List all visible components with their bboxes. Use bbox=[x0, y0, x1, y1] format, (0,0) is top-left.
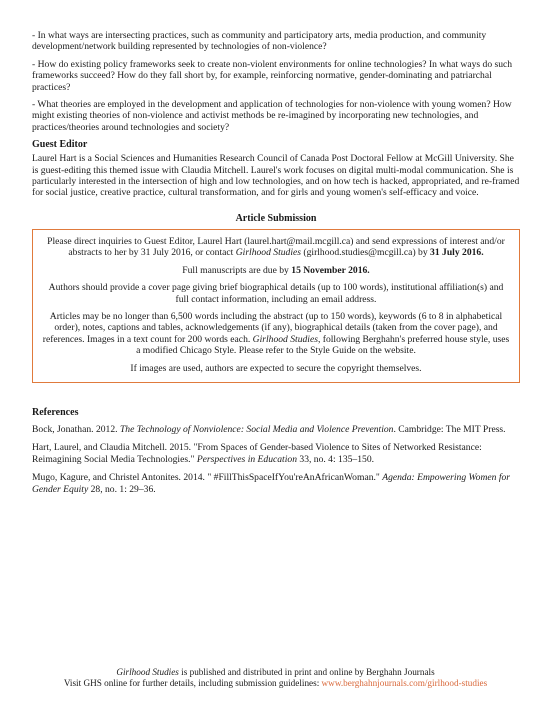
question-3: - What theories are employed in the development and application of technologies for non-violence with young women? How might existing theories of non-violence and activist methods be re-imagined by incorporating new technologies, and practices/theories around technologies and society? bbox=[32, 99, 512, 133]
footer bbox=[0, 667, 551, 689]
reference-item: Bock, Jonathan. 2012. The Technology of Nonviolence: Social Media and Violence Prevention. Cambridge: The MIT Press. bbox=[32, 423, 506, 435]
question-2: - How do existing policy frameworks seek to create non-violent environments for online technologies? In what ways do such frameworks succeed? How do they fall short by, for example, reinforcing normative, gender-dominating and patriarchal practices? bbox=[32, 58, 513, 93]
journal-email-link[interactable]: girlhood.studies@mcgill.ca bbox=[306, 247, 413, 259]
length-instructions: Articles may be no longer than 6,500 words including the abstract (up to 150 words), keywords (6 to 8 in alphabetical order), notes, captions and tables, acknowledgements (if any), biographical details (taken from the cover page), and references. Images in a text count for 200 words each. Girlhood Studies, following Berghahn's preferred house style, uses a modified Chicago Style. Please refer to the Style Guide on the website. bbox=[42, 310, 510, 357]
guest-editor-email-link[interactable]: laurel.hart@mail.mcgill.ca bbox=[247, 235, 351, 247]
footer-visit-line: Visit GHS online for further details, including submission guidelines: www.berghahnjournals.com/girlhood-studies bbox=[63, 678, 488, 688]
guest-editor-bio: Laurel Hart is a Social Sciences and Humanities Research Council of Canada Post Doctoral Fellow at McGill University. She is guest-editing this themed issue with Claudia Mitchell. Laurel's work focuses on digital multi-modal communication. She is particularly interested in the intersection of high and low technologies, and on how tech is hacked, appropriated, and re-framed for social justice, creative practice, cultural transformation, and for girls and young women's self-efficacy and voice. bbox=[32, 153, 520, 199]
cover-page-instructions: Authors should provide a cover page giving brief biographical details (up to 100 words), institutional affiliation(s) and full contact information, including an email address. bbox=[48, 282, 504, 305]
submission-box bbox=[32, 229, 520, 383]
manuscript-deadline: Full manuscripts are due by 15 November 2016. bbox=[182, 264, 370, 276]
copyright-note: If images are used, authors are expected to secure the copyright themselves. bbox=[130, 362, 422, 374]
references-heading: References bbox=[32, 406, 79, 418]
guest-editor-heading: Guest Editor bbox=[32, 139, 88, 151]
journal-website-link[interactable]: www.berghahnjournals.com/girlhood-studies bbox=[321, 678, 488, 688]
reference-item: Hart, Laurel, and Claudia Mitchell. 2015. "From Spaces of Gender-based Violence to Sites of Networked Resistance: Reimagining Social Media Technologies." Perspectives in Education 33, no. 4: 135–150. bbox=[32, 442, 482, 465]
submission-inquiries: Please direct inquiries to Guest Editor, Laurel Hart (laurel.hart@mail.mcgill.ca) and send expressions of interest and/or abstracts to her by 31 July 2016, or contact Girlhood Studies (girlhood.studies@mcgill.ca) by 31 July 2016. bbox=[47, 235, 505, 259]
reference-item: Mugo, Kagure, and Christel Antonites. 2014. " #FillThisSpaceIfYou'reAnAfricanWoman." Agenda: Empowering Women for Gender Equity 28, no. 1: 29–36. bbox=[32, 472, 511, 495]
page-content bbox=[32, 30, 520, 502]
footer-publisher-line: Girlhood Studies is published and distributed in print and online by Berghahn Journals bbox=[116, 667, 435, 677]
article-submission-heading: Article Submission bbox=[235, 212, 317, 224]
question-1: - In what ways are intersecting practices, such as community and participatory arts, media production, and community development/network building represented by technologies of non-violence? bbox=[32, 30, 487, 53]
abstract-deadline: 31 July 2016. bbox=[430, 247, 484, 259]
